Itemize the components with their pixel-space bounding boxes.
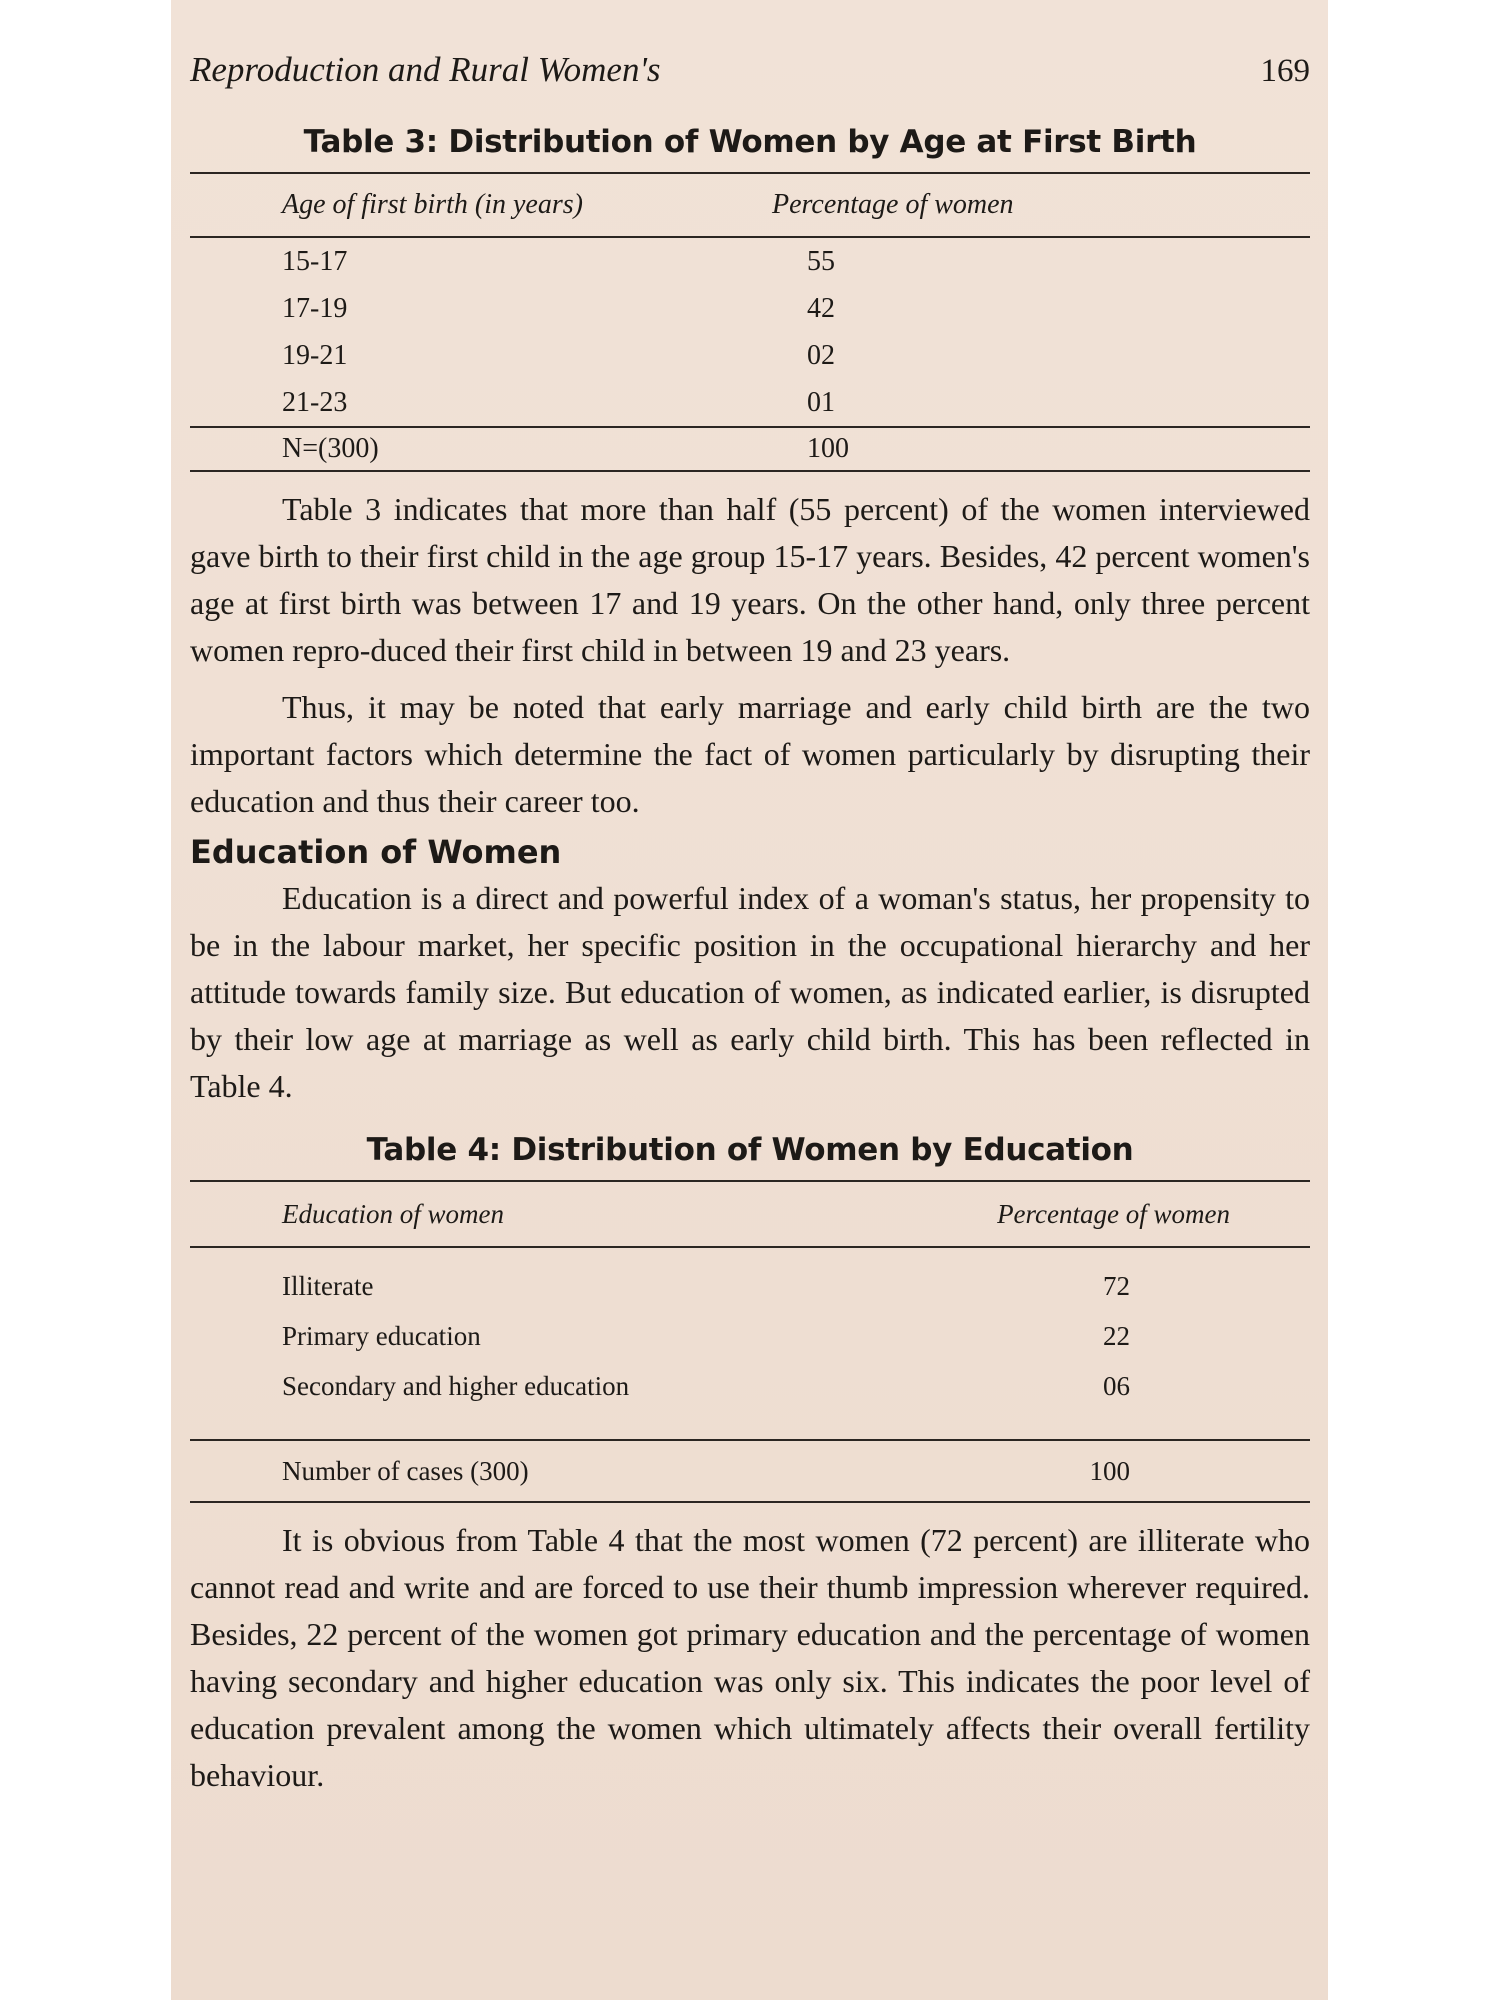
book-page xyxy=(190,50,1310,1799)
table4-total-row xyxy=(190,1440,1310,1502)
table3-age-cell: 15-17 xyxy=(282,245,348,277)
paragraph: Thus, it may be noted that early marriage and early child birth are the two important factors which determine the fact of women particularly by disrupting their education and thus their career too. xyxy=(190,689,1310,819)
table4-caption: Table 4: Distribution of Women by Education xyxy=(366,1132,1134,1168)
table3-age-cell: 17-19 xyxy=(282,292,348,324)
table3 xyxy=(190,174,1310,472)
table4 xyxy=(190,1182,1310,1503)
table3-col-percent: Percentage of women xyxy=(772,189,1014,220)
table4-percent-cell: 72 xyxy=(1103,1270,1130,1301)
paragraph: Table 3 indicates that more than half (55 percent) of the women interviewed gave birth to their first child in the age group 15-17 years. Besides, 42 percent women's age at first birth was between 17 and 19 years. On the other hand, only three percent women repro-duced their first child in between 19 and 23 years. xyxy=(190,491,1310,668)
table4-total-label: Number of cases (300) xyxy=(190,1440,844,1502)
table3-percent-cell: 55 xyxy=(807,245,835,277)
table3-total-row xyxy=(190,427,1310,471)
table3-age-cell: 21-23 xyxy=(282,386,348,418)
table4-total-value: 100 xyxy=(844,1440,1310,1502)
running-title: Reproduction and Rural Women's xyxy=(190,50,661,89)
page-number: 169 xyxy=(1260,53,1310,89)
table4-education-cell: Illiterate xyxy=(282,1270,374,1301)
table-row xyxy=(190,1361,1310,1411)
table4-percent-cell: 06 xyxy=(1103,1370,1130,1401)
table4-header-row xyxy=(190,1182,1310,1247)
table4-spacer-row xyxy=(190,1411,1310,1440)
table-row xyxy=(190,237,1310,285)
paragraph: Education is a direct and powerful index of a woman's status, her propensity to be in the labour market, her specific position in the occupational hierarchy and her attitude towards family size. But education of women, as indicated earlier, is disrupted by their low age at marriage as well as early child birth. This has been reflected in Table 4. xyxy=(190,880,1310,1104)
table3-age-cell: 19-21 xyxy=(282,339,348,371)
paragraph: It is obvious from Table 4 that the most women (72 percent) are illiterate who cannot read and write and are forced to use their thumb impression wherever required. Besides, 22 percent of the women got primary education and the percentage of women having secondary and higher education was only six. This indicates the poor level of education prevalent among the women which ultimately affects their overall fertility behaviour. xyxy=(190,1522,1310,1793)
table3-caption: Table 3: Distribution of Women by Age at First Birth xyxy=(303,124,1197,160)
table-row xyxy=(190,332,1310,379)
table4-percent-cell: 22 xyxy=(1103,1320,1130,1351)
table3-header-row xyxy=(190,174,1310,237)
table4-education-cell: Secondary and higher education xyxy=(282,1370,630,1401)
table-row xyxy=(190,285,1310,332)
table3-col-age: Age of first birth (in years) xyxy=(282,189,583,220)
table3-percent-cell: 01 xyxy=(807,386,835,418)
running-header xyxy=(190,50,1310,102)
table3-percent-cell: 42 xyxy=(807,292,835,324)
section-heading: Education of Women xyxy=(190,833,562,871)
table4-col-education: Education of women xyxy=(282,1198,504,1229)
table4-col-percent: Percentage of women xyxy=(997,1198,1230,1229)
table4-education-cell: Primary education xyxy=(282,1320,481,1351)
table-row xyxy=(190,379,1310,427)
table3-percent-cell: 02 xyxy=(807,339,835,371)
table-row xyxy=(190,1247,1310,1311)
table-row xyxy=(190,1311,1310,1361)
table3-total-label: N=(300) xyxy=(190,427,712,471)
table3-total-value: 100 xyxy=(712,427,1310,471)
